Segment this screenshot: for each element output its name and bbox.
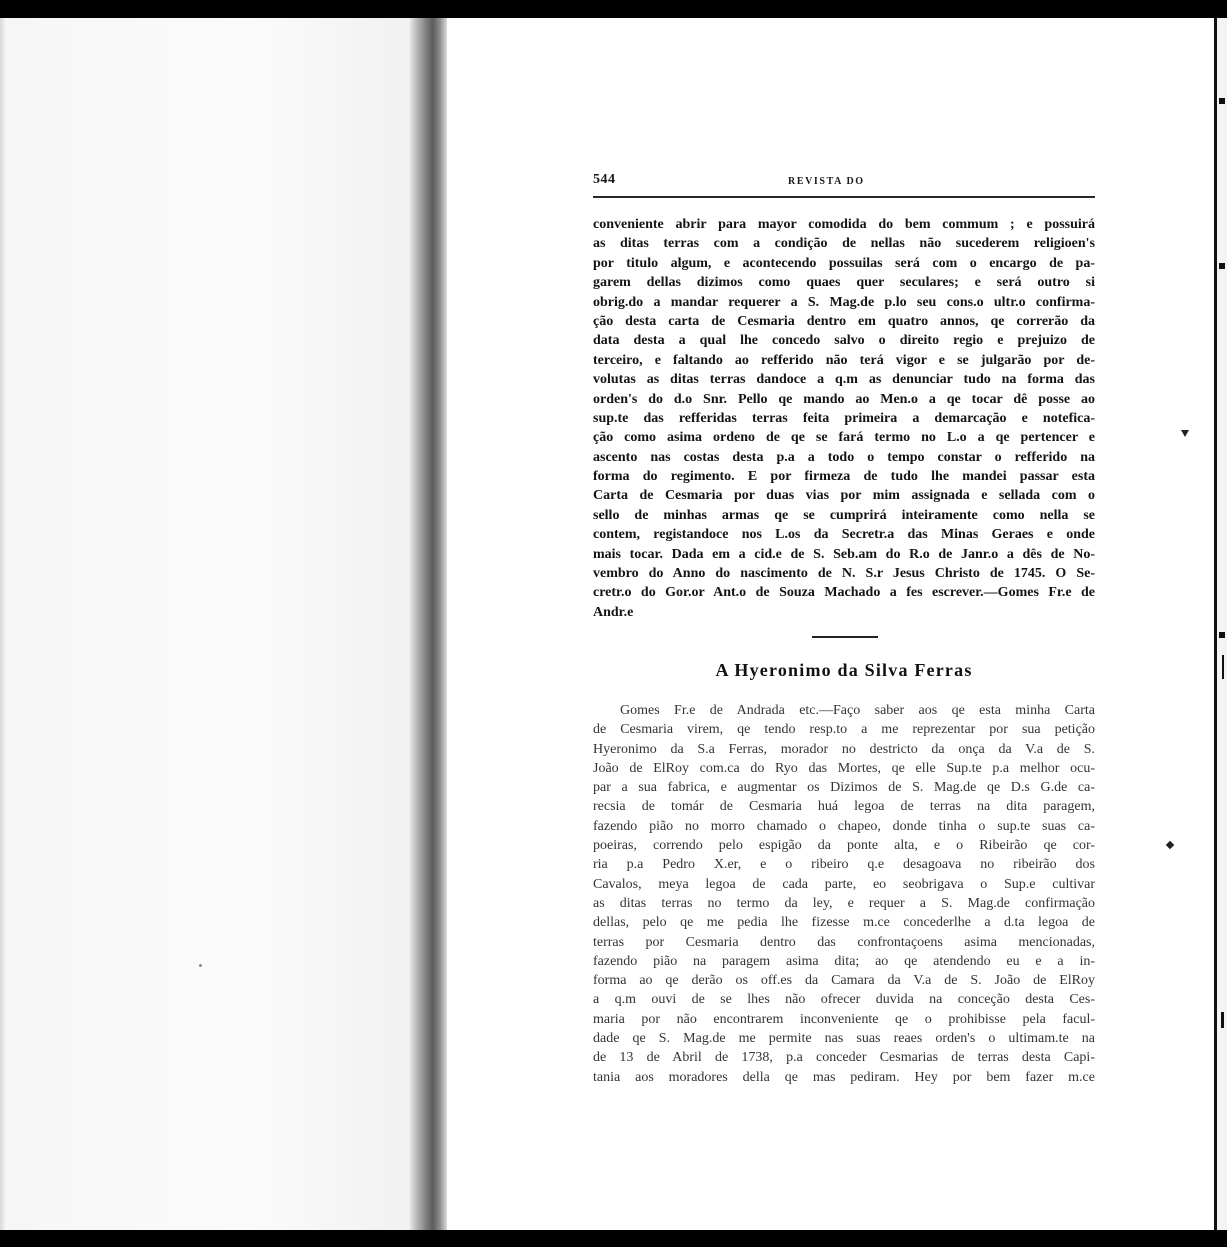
text-line: de 13 de Abril de 1738, p.a conceder Cesmarias de terras desta Capi-	[593, 1050, 1095, 1066]
text-line: mais tocar. Dada em a cid.e de S. Seb.am do R.o de Janr.o a dês de No-	[593, 546, 1095, 562]
text-line: de Cesmaria virem, qe tendo resp.to a me reprezentar por sua petição	[593, 722, 1095, 738]
text-line: forma do regimento. E por firmeza de tudo lhe mandei passar esta	[593, 469, 1095, 485]
text-line: data desta a qual lhe concedo salvo o direito regio e prejuizo de	[593, 333, 1095, 349]
text-line: conveniente abrir para mayor comodida do bem commum ; e possuirá	[593, 217, 1095, 232]
text-line: por titulo algum, e acontecendo possuilas será com o encargo de pa-	[593, 255, 1095, 271]
text-line: dellas, pelo qe me pedia lhe fizesse m.ce concederlhe a d.ta legoa de	[593, 915, 1095, 931]
text-line: as ditas terras no termo da ley, e requer a S. Mag.de confirmação	[593, 895, 1095, 911]
scan-speck	[199, 964, 202, 967]
edge-mark	[1221, 1012, 1224, 1028]
text-line: fazendo pião na paragem asima dita; ao qe atendendo eu e a in-	[593, 953, 1095, 969]
text-line: forma ao qe derão os off.es da Camara da V.a de S. João de ElRoy	[593, 973, 1095, 989]
text-line: volutas as ditas terras dandoce a q.m as denunciar tudo na forma das	[593, 372, 1095, 388]
text-line: Gomes Fr.e de Andrada etc.—Faço saber aos qe esta minha Carta	[620, 703, 1095, 718]
edge-mark	[1219, 263, 1225, 269]
running-title: REVISTA DO	[788, 176, 865, 187]
text-line: Cavalos, meya legoa de cada parte, eo seobrigava o Sup.e cultivar	[593, 876, 1095, 892]
text-line: tania aos moradores della qe mas pediram. Hey por bem fazer m.ce	[593, 1069, 1095, 1085]
text-line: João de ElRoy com.ca do Ryo das Mortes, qe elle Sup.te p.a melhor ocu-	[593, 760, 1095, 776]
paragraph	[593, 701, 1095, 1087]
text-line: ção desta carta de Cesmaria dentro em quatro annos, qe correrão da	[593, 313, 1095, 329]
text-line: vembro do Anno do nascimento de N. S.r Jesus Christo de 1745. O Se-	[593, 566, 1095, 582]
margin-mark-triangle	[1181, 430, 1189, 437]
text-line: ria p.a Pedro X.er, e o ribeiro q.e desagoava no ribeirão dos	[593, 857, 1095, 873]
text-line: fazendo pião no morro chamado o chapeo, donde tinha o sup.te suas ca-	[593, 818, 1095, 834]
section-heading: A Hyeronimo da Silva Ferras	[715, 660, 973, 680]
text-line: terceiro, e faltando ao refferido não terá vigor e se julgarão por de-	[593, 352, 1095, 368]
text-line: dade qe S. Mag.de me permite nas suas reaes orden's o ultimam.te na	[593, 1031, 1095, 1047]
edge-mark	[1219, 98, 1225, 104]
text-line: a q.m ouvi de se lhes não ofrecer duvida na conceção desta Ces-	[593, 992, 1095, 1008]
text-line: sup.te das refferidas terras feita primeira a demarcação e notefica-	[593, 410, 1095, 426]
text-line: par a sua fabrica, e augmentar os Dizimos de S. Mag.de qe D.s G.de ca-	[593, 780, 1095, 796]
text-line: ascento nas costas desta p.a a todo o tempo constar o refferido na	[593, 449, 1095, 465]
text-line: cretr.o do Gor.or Ant.o de Souza Machado a fes escrever.—Gomes Fr.e de	[593, 585, 1095, 601]
text-line: obrig.do a mandar requerer a S. Mag.de p.lo seu cons.o ultr.o confirma-	[593, 294, 1095, 310]
text-line: orden's do d.o Snr. Pello qe mando ao Men.o a qe tocar dê posse ao	[593, 391, 1095, 407]
text-line: Carta de Cesmaria por duas vias por mim assignada e sellada com o	[593, 488, 1095, 504]
text-line: recsia de tomár de Cesmaria huá legoa de terras na dita paragem,	[593, 799, 1095, 815]
text-line: maria por não encontrarem inconveniente qe o prohibisse pela facul-	[593, 1011, 1095, 1027]
header-rule	[593, 196, 1095, 198]
paragraph	[593, 215, 1095, 622]
text-line: Andr.e	[593, 604, 634, 620]
text-line: poeiras, correndo pelo espigão da ponte alta, e o Ribeirão qe cor-	[593, 838, 1095, 854]
text-line: sello de minhas armas qe se cumprirá inteiramente como nella se	[593, 507, 1095, 523]
text-line: contem, registandoce nos L.os da Secretr.a das Minas Geraes e onde	[593, 527, 1095, 543]
edge-mark	[1219, 632, 1225, 638]
edge-mark	[1222, 655, 1224, 679]
page-edge-strip	[1217, 18, 1227, 1230]
page-number: 544	[593, 172, 616, 187]
blank-left-page	[0, 18, 412, 1230]
book-gutter-shadow	[410, 18, 447, 1230]
text-line: ção como asima ordeno de qe se fará termo no L.o a qe pertencer e	[593, 430, 1095, 446]
section-separator	[812, 636, 878, 638]
text-line: as ditas terras com a condição de nellas não sucederem religioen's	[593, 236, 1095, 252]
text-line: Hyeronimo da S.a Ferras, morador no destricto da onça da V.a de S.	[593, 741, 1095, 757]
text-line: terras por Cesmaria dentro das confrontaçoens asima mencionadas,	[593, 934, 1095, 950]
text-line: garem dellas dizimos como quaes quer seculares; e será outro si	[593, 275, 1095, 291]
